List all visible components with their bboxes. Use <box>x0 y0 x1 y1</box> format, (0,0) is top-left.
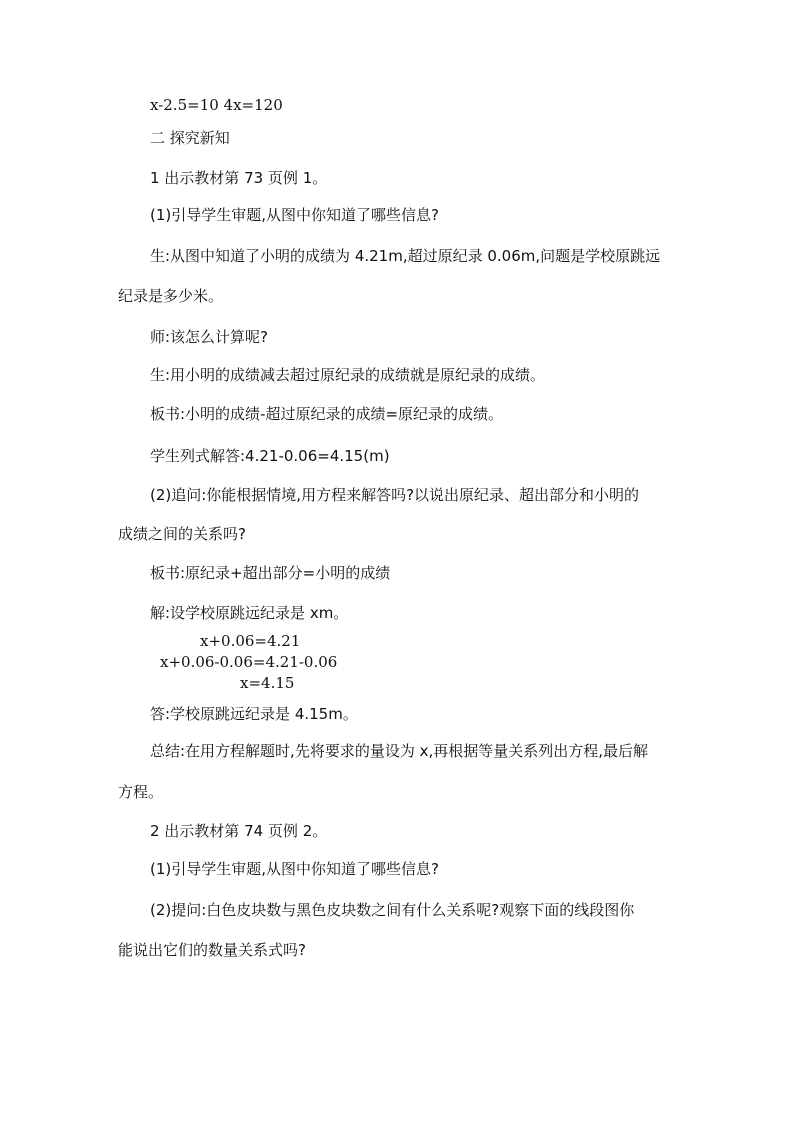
paragraph-line: 答:学校原跳远纪录是 4.15m。 <box>150 705 358 723</box>
paragraph-line: 2 出示教材第 74 页例 2。 <box>150 822 328 840</box>
paragraph-line: (2)提问:白色皮块数与黑色皮块数之间有什么关系呢?观察下面的线段图你 <box>150 901 635 919</box>
paragraph-line: 板书:小明的成绩-超过原纪录的成绩=原纪录的成绩。 <box>150 405 504 423</box>
equation-line: x+0.06=4.21 <box>200 632 301 650</box>
paragraph-line: 生:从图中知道了小明的成绩为 4.21m,超过原纪录 0.06m,问题是学校原跳远 <box>150 247 661 265</box>
paragraph-line: 能说出它们的数量关系式吗? <box>118 941 306 959</box>
paragraph-line: 学生列式解答:4.21-0.06=4.15(m) <box>150 447 390 465</box>
paragraph-line: (1)引导学生审题,从图中你知道了哪些信息? <box>150 860 439 878</box>
paragraph-line: (1)引导学生审题,从图中你知道了哪些信息? <box>150 206 439 224</box>
equation-line: x+0.06-0.06=4.21-0.06 <box>160 653 338 671</box>
equation-line: x=4.15 <box>240 674 295 692</box>
paragraph-line: 成绩之间的关系吗? <box>118 525 246 543</box>
section-heading: 二 探究新知 <box>150 129 230 147</box>
paragraph-line: 生:用小明的成绩减去超过原纪录的成绩就是原纪录的成绩。 <box>150 366 546 384</box>
equation-line: x-2.5=10 4x=120 <box>150 96 283 114</box>
paragraph-line: 师:该怎么计算呢? <box>150 328 269 346</box>
paragraph-line: (2)追问:你能根据情境,用方程来解答吗?以说出原纪录、超出部分和小明的 <box>150 486 640 504</box>
paragraph-line: 解:设学校原跳远纪录是 xm。 <box>150 604 349 622</box>
paragraph-line: 方程。 <box>118 783 164 801</box>
paragraph-line: 总结:在用方程解题时,先将要求的量设为 x,再根据等量关系列出方程,最后解 <box>150 742 649 760</box>
paragraph-line: 板书:原纪录+超出部分=小明的成绩 <box>150 564 391 582</box>
paragraph-line: 纪录是多少米。 <box>118 287 224 305</box>
paragraph-line: 1 出示教材第 73 页例 1。 <box>150 169 328 187</box>
